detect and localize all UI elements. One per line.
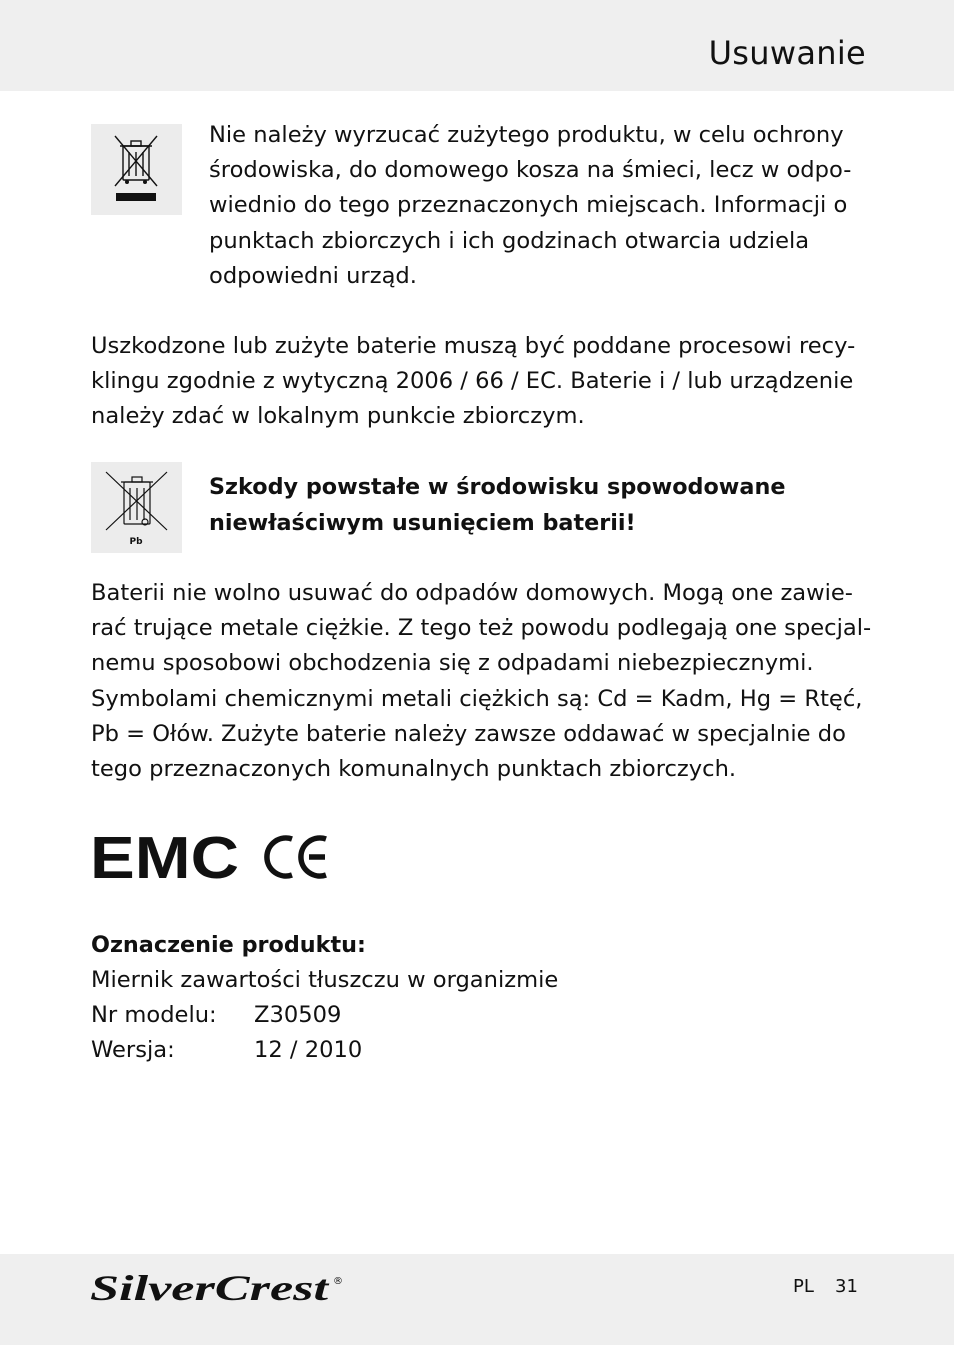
product-heading: Oznaczenie produktu: xyxy=(91,932,366,958)
svg-text:®: ® xyxy=(333,1276,343,1287)
version-value: 12 / 2010 xyxy=(254,1037,363,1063)
disposal-paragraph: Nie należy wyrzucać zużytego produktu, w celu ochrony środowiska, do domowego kosza na śmieci, lecz w odpo- wiednio do tego przeznaczonych miejscach. Informacji o punktach zbiorczych i ich godzinach otwarcia udziela odpowiedni urząd. xyxy=(209,122,852,289)
product-name: Miernik zawartości tłuszczu w organizmie xyxy=(91,967,559,993)
crossed-bin-icon xyxy=(91,124,182,215)
model-value: Z30509 xyxy=(254,1002,342,1028)
page-language: PL xyxy=(793,1276,814,1297)
ce-mark-icon xyxy=(264,834,330,880)
page-header xyxy=(0,0,954,91)
battery-recycling-paragraph: Uszkodzone lub zużyte baterie muszą być poddane procesowi recy- klingu zgodnie z wytyczną 2006 / 66 / EC. Baterie i / lub urządzenie należy zdać w lokalnym punkcie zbiorczym. xyxy=(91,333,856,430)
model-row xyxy=(91,998,341,1033)
page-number: 31 xyxy=(835,1276,858,1297)
svg-text:SilverCrest: SilverCrest xyxy=(90,1268,330,1306)
crossed-bin-pb-icon xyxy=(91,462,182,553)
silvercrest-logo xyxy=(90,1268,346,1306)
battery-warning: Szkody powstałe w środowisku spowodowane niewłaściwym usunięciem baterii! xyxy=(209,474,786,536)
battery-info-paragraph: Baterii nie wolno usuwać do odpadów domowych. Mogą one zawie- rać trujące metale ciężkie. Z tego też powodu podlegają one specjal- nemu sposobowi obchodzenia się z odpadami niebezpiecznymi. Symbolami chemicznymi metali ciężkich są: Cd = Kadm, Hg = Rtęć, Pb = Ołów. Zużyte baterie należy zawsze oddawać w specjalnie do tego przeznaczonych komunalnych punktach zbiorczych. xyxy=(91,580,872,783)
page-title: Usuwanie xyxy=(708,34,866,72)
version-row xyxy=(91,1033,362,1068)
model-label: Nr modelu: xyxy=(91,1002,217,1028)
svg-text:EMC: EMC xyxy=(90,834,239,880)
emc-logo xyxy=(90,834,240,880)
version-label: Wersja: xyxy=(91,1037,175,1063)
battery-label: Pb xyxy=(129,537,143,547)
